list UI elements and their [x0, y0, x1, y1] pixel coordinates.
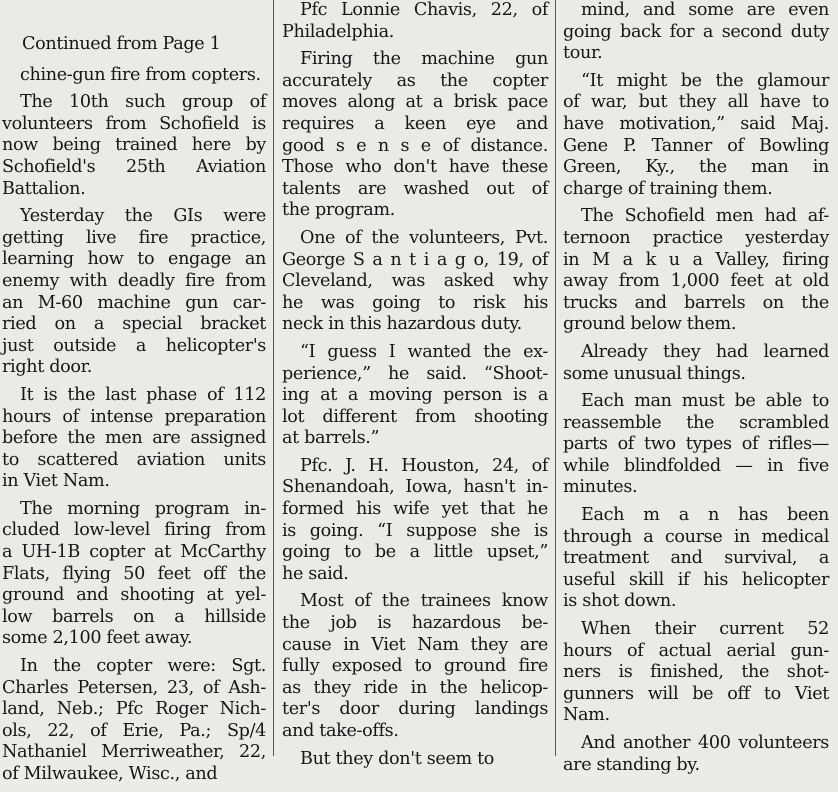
article-paragraph	[563, 505, 829, 613]
text-line: lot different from shooting	[282, 406, 548, 427]
article-paragraph	[282, 342, 548, 450]
text-line: One of the volunteers, Pvt.	[300, 227, 548, 248]
text-line: parts of two types of rifles—	[563, 434, 829, 455]
article-paragraph	[2, 92, 266, 200]
text-line: ground below them.	[563, 314, 737, 335]
text-line: The morning program in-	[20, 498, 266, 519]
text-line: as they ride in the helicop-	[282, 677, 548, 698]
text-line: trucks and barrels on the	[563, 292, 829, 313]
text-line: Pfc. J. H. Houston, 24, of	[300, 455, 548, 476]
text-line: ground and shooting at yel-	[2, 585, 266, 606]
article-paragraph	[282, 49, 548, 222]
text-line: just outside a helicopter's	[2, 335, 266, 356]
article-paragraph	[2, 656, 266, 786]
text-line: volunteers from Schofield is	[2, 113, 266, 134]
text-line: Yesterday the GIs were	[20, 206, 266, 227]
text-line: are standing by.	[563, 754, 700, 775]
text-line: now being trained here by	[2, 135, 266, 156]
text-line: tour.	[563, 43, 603, 64]
text-line: moves along at a brisk pace	[282, 92, 548, 113]
text-line: Each m a n has been	[581, 505, 829, 526]
text-line: land, Neb.; Pfc Roger Nich-	[2, 699, 266, 720]
text-line: Flats, flying 50 feet off the	[2, 563, 266, 584]
text-line: away from 1,000 feet at old	[563, 271, 829, 292]
article-paragraph	[282, 456, 548, 586]
text-line: he said.	[282, 563, 349, 584]
text-line: through a course in medical	[563, 526, 829, 547]
text-line: he was going to risk his	[282, 292, 548, 313]
text-line: requires a keen eye and	[282, 113, 548, 134]
text-line: hours of intense preparation	[2, 406, 266, 427]
text-line: while blindfolded — in five	[563, 455, 829, 476]
article-paragraph	[282, 749, 548, 771]
text-line: before the men are assigned	[2, 428, 266, 449]
article-paragraph	[2, 499, 266, 650]
text-line: ternoon practice yesterday	[563, 227, 829, 248]
text-line: is shot down.	[563, 591, 677, 612]
text-line: enemy with deadly fire from	[2, 270, 266, 291]
text-line: going to be a little upset,”	[282, 542, 548, 563]
text-line: The Schofield men had af-	[581, 206, 829, 227]
text-line: ols, 22, of Erie, Pa.; Sp/4	[2, 720, 266, 741]
text-line: in Viet Nam.	[2, 471, 110, 492]
article-paragraph	[563, 619, 829, 727]
text-line: Those who don't have these	[282, 157, 548, 178]
text-line: “It might be the glamour	[581, 70, 829, 91]
text-line: minutes.	[563, 477, 638, 498]
text-line: ing at a moving person is a	[282, 385, 548, 406]
article-paragraph	[563, 0, 829, 65]
text-line: learning how to engage an	[2, 249, 266, 270]
text-line: Philadelphia.	[282, 21, 394, 42]
text-line: useful skill if his helicopter	[563, 569, 829, 590]
text-line: of war, but they all have to	[563, 92, 829, 113]
text-line: “I guess I wanted the ex-	[300, 341, 548, 362]
text-line: Nam.	[563, 705, 610, 726]
article-paragraph	[563, 206, 829, 336]
text-line: ried on a special bracket	[2, 314, 266, 335]
text-line: getting live fire practice,	[2, 227, 266, 248]
text-line: Firing the machine gun	[300, 49, 548, 70]
text-line: And another 400 volunteers	[581, 733, 829, 753]
text-line: Green, Ky., the man in	[563, 157, 829, 178]
text-line: It is the last phase of 112	[20, 384, 266, 405]
column-rule-2	[555, 0, 556, 756]
text-line: some 2,100 feet away.	[2, 628, 193, 649]
continued-from-header: Continued from Page 1	[22, 34, 221, 54]
text-line: Shenandoah, Iowa, hasn't in-	[282, 477, 548, 498]
article-paragraph	[563, 71, 829, 201]
text-line: chine-gun fire from copters.	[20, 64, 261, 85]
text-line: hours of actual aerial gun-	[563, 640, 829, 661]
article-paragraph	[282, 228, 548, 336]
text-line: Battalion.	[2, 178, 86, 199]
text-line: the program.	[282, 200, 395, 221]
article-paragraph	[563, 342, 829, 385]
text-line: perience,” he said. “Shoot-	[282, 363, 548, 384]
text-line: Schofield's 25th Aviation	[2, 156, 266, 177]
text-line: Charles Petersen, 23, of Ash-	[2, 677, 266, 698]
text-line: neck in this hazardous duty.	[282, 314, 522, 335]
text-line: The 10th such group of	[20, 92, 266, 113]
text-line: ners is finished, the shot-	[563, 662, 829, 683]
article-column-1	[2, 0, 266, 792]
article-paragraph	[2, 206, 266, 379]
text-line: of Milwaukee, Wisc., and	[2, 764, 218, 784]
article-column-2	[282, 0, 548, 776]
text-line: a UH-1B copter at McCarthy	[2, 542, 266, 563]
text-line: ter's door during landings	[282, 699, 548, 720]
article-paragraph	[2, 385, 266, 493]
article-paragraph	[282, 0, 548, 43]
text-line: formed his wife yet that he	[282, 499, 548, 520]
text-line: right door.	[2, 357, 92, 378]
text-line: mind, and some are even	[581, 0, 829, 20]
text-line: the job is hazardous be-	[282, 613, 548, 634]
text-line: In the copter were: Sgt.	[20, 656, 266, 677]
text-line: cluded low-level firing from	[2, 520, 266, 541]
article-paragraph	[282, 591, 548, 742]
text-line: Nathaniel Merriweather, 22,	[2, 742, 266, 763]
text-line: some unusual things.	[563, 363, 746, 384]
text-line: going back for a second duty	[563, 21, 829, 42]
text-line: Cleveland, was asked why	[282, 271, 548, 292]
text-line: and take-offs.	[282, 721, 399, 741]
text-line: fully exposed to ground fire	[282, 656, 548, 677]
text-line: cause in Viet Nam they are	[282, 634, 548, 655]
text-line: Already they had learned	[581, 341, 829, 362]
text-line: When their current 52	[581, 619, 829, 640]
text-line: is going. “I suppose she is	[282, 520, 548, 541]
text-line: accurately as the copter	[282, 70, 548, 91]
text-line: talents are washed out of	[282, 178, 548, 199]
text-line: to scattered aviation units	[2, 449, 266, 470]
text-line: Gene P. Tanner of Bowling	[563, 135, 829, 156]
text-line: have motivation,” said Maj.	[563, 113, 829, 134]
text-line: gunners will be off to Viet	[563, 683, 829, 704]
article-paragraph	[563, 391, 829, 499]
article-paragraph	[563, 733, 829, 776]
text-line: charge of training them.	[563, 178, 773, 199]
text-line: an M-60 machine gun car-	[2, 292, 266, 313]
text-line: George S a n t i a g o, 19, of	[282, 249, 548, 270]
text-line: reassemble the scrambled	[563, 412, 829, 433]
text-line: low barrels on a hillside	[2, 606, 266, 627]
column-rule-1	[273, 0, 274, 756]
text-line: at barrels.”	[282, 428, 380, 449]
text-line: good s e n s e of distance.	[282, 135, 548, 156]
text-line: treatment and survival, a	[563, 548, 829, 569]
article-column-3	[563, 0, 829, 782]
text-line: Each man must be able to	[581, 391, 829, 412]
text-line: in M a k u a Valley, firing	[563, 249, 829, 270]
article-paragraph	[2, 65, 266, 87]
text-line: Most of the trainees know	[300, 591, 548, 612]
text-line: Pfc Lonnie Chavis, 22, of	[300, 0, 548, 20]
text-line: But they don't seem to	[300, 748, 495, 769]
